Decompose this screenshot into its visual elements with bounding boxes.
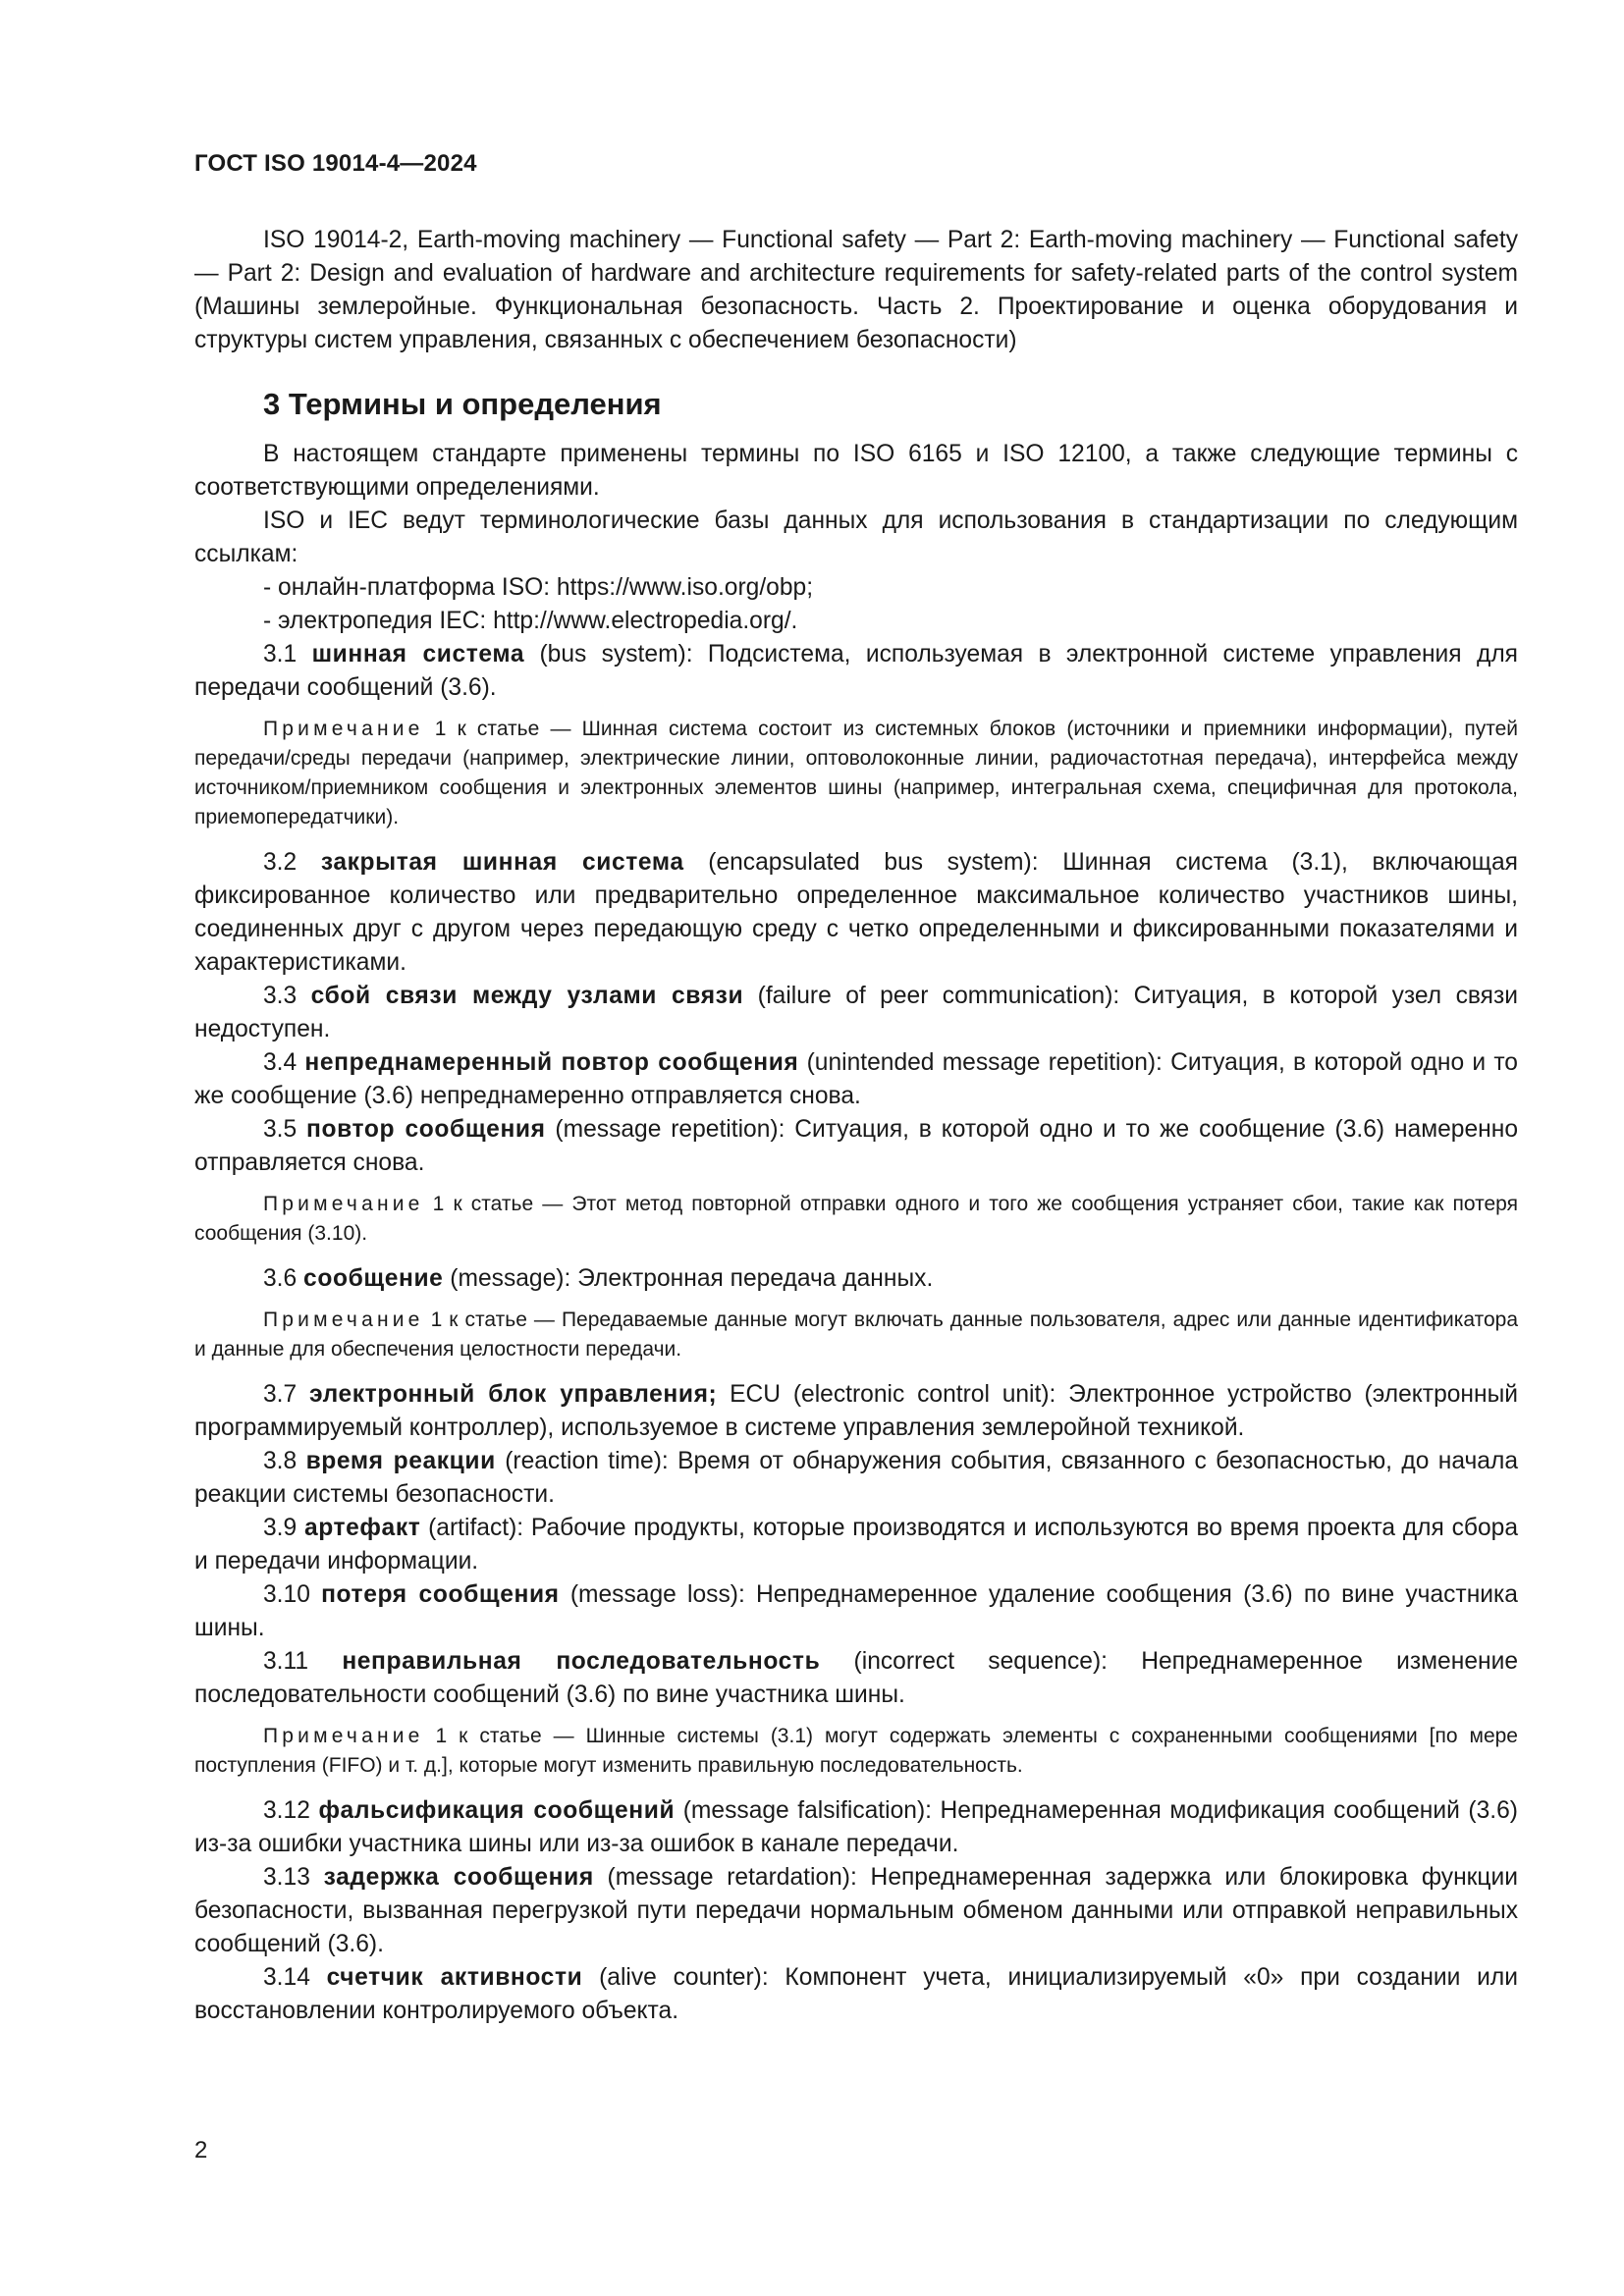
term-definition: (artifact): Рабочие продукты, которые производятся и используются во время проекта для сбора и передачи информации. [194, 1515, 1518, 1575]
note-text: 1 к статье — Передаваемые данные могут включать данные пользователя, адрес или данные идентификатора и данные для обеспечения целостности передачи. [194, 1308, 1518, 1361]
term-number: 3.4 [263, 1049, 298, 1076]
term-entry-3-5 [194, 1113, 1518, 1180]
term-name: шинная система [311, 641, 525, 667]
term-entry-3-1 [194, 638, 1518, 705]
term-entry-3-8 [194, 1445, 1518, 1512]
section-title: 3 Термины и определения [263, 387, 662, 421]
term-definition: (message retardation): Непреднамеренная задержка или блокировка функции безопасности, вызванная перегрузкой пути передачи нормальным обменом данными или отправкой неправильных сообщений (3.6). [194, 1864, 1518, 1957]
term-name: неправильная последовательность [342, 1648, 821, 1675]
term-name: непреднамеренный повтор сообщения [304, 1049, 799, 1076]
term-entry-3-2 [194, 846, 1518, 980]
term-number: 3.5 [263, 1116, 298, 1143]
document-header: ГОСТ ISO 19014-4—2024 [194, 150, 477, 177]
term-number: 3.1 [263, 641, 298, 667]
term-name: задержка сообщения [323, 1864, 594, 1891]
term-entry-3-12 [194, 1794, 1518, 1861]
term-definition: (reaction time): Время от обнаружения события, связанного с безопасностью, до начала реакции системы безопасности. [194, 1448, 1518, 1508]
term-name: время реакции [305, 1448, 496, 1474]
term-number: 3.6 [263, 1265, 298, 1292]
document-body [194, 224, 1518, 2028]
term-number: 3.7 [263, 1381, 298, 1408]
term-entry-3-14 [194, 1961, 1518, 2028]
term-entry-3-7 [194, 1378, 1518, 1445]
term-name: потеря сообщения [321, 1581, 560, 1608]
term-number: 3.2 [263, 849, 298, 876]
normative-reference: ISO 19014-2, Earth-moving machinery — Functional safety — Part 2: Earth-moving machinery — Functional safety — Part 2: Design and evaluation of hardware and architecture requirements for safety-related parts of the control system (Машины землеройные. Функциональная безопасность. Часть 2. Проектирование и оценка оборудования и структуры систем управления, связанных с обеспечением безопасности) [194, 227, 1518, 353]
term-name: сбой связи между узлами связи [310, 983, 744, 1009]
term-name: счетчик активности [326, 1964, 583, 1991]
note-text: 1 к статье — Шинные системы (3.1) могут содержать элементы с сохраненными сообщениями [по мере поступления (FIFO) и т. д.], которые могут изменить правильную последовательность. [194, 1725, 1518, 1777]
term-definition: (unintended message repetition): Ситуация, в которой одно и то же сообщение (3.6) непреднамеренно отправляется снова. [194, 1049, 1518, 1109]
list-item-electropedia: - электропедия IEC: http://www.electropedia.org/. [263, 608, 798, 634]
term-entry-3-13 [194, 1861, 1518, 1961]
term-number: 3.11 [263, 1648, 309, 1675]
term-definition: (message): Электронная передача данных. [443, 1265, 934, 1292]
note-label: Примечание [263, 718, 424, 740]
term-number: 3.12 [263, 1797, 310, 1824]
term-definition: (encapsulated bus system): Шинная система (3.1), включающая фиксированное количество или предварительно определенное максимальное количество участников шины, соединенных друг с другом через передающую среду с четко определенными и фиксированными показателями и характеристиками. [194, 849, 1518, 976]
term-entry-3-6 [194, 1262, 1518, 1296]
list-item-iso-obp: - онлайн-платформа ISO: https://www.iso.org/obp; [263, 574, 814, 601]
note-text: 1 к статье — Этот метод повторной отправки одного и того же сообщения устраняет сбои, такие как потеря сообщения (3.10). [194, 1193, 1518, 1245]
term-name: сообщение [303, 1265, 444, 1292]
term-definition: (failure of peer communication): Ситуация, в которой узел связи недоступен. [194, 983, 1518, 1042]
term-note-3-11 [194, 1722, 1518, 1781]
term-entry-3-3 [194, 980, 1518, 1046]
term-note-3-5 [194, 1190, 1518, 1249]
term-name: артефакт [303, 1515, 421, 1541]
term-definition: (message falsification): Непреднамеренная модификация сообщений (3.6) из-за ошибки участника шины или из-за ошибок в канале передачи. [194, 1797, 1518, 1857]
term-entry-3-4 [194, 1046, 1518, 1113]
term-entry-3-9 [194, 1512, 1518, 1578]
term-number: 3.14 [263, 1964, 310, 1991]
term-entry-3-10 [194, 1578, 1518, 1645]
term-definition: (bus system): Подсистема, используемая в электронной системе управления для передачи сообщений (3.6). [194, 641, 1518, 701]
term-number: 3.8 [263, 1448, 298, 1474]
term-name: фальсификация сообщений [318, 1797, 676, 1824]
note-label: Примечание [263, 1725, 424, 1747]
term-definition: (alive counter): Компонент учета, инициализируемый «0» при создании или восстановлении контролируемого объекта. [194, 1964, 1518, 2024]
term-note-3-1 [194, 715, 1518, 832]
note-label: Примечание [263, 1308, 424, 1331]
term-number: 3.9 [263, 1515, 298, 1541]
term-number: 3.13 [263, 1864, 310, 1891]
section-intro-databases: ISO и IEC ведут терминологические базы данных для использования в стандартизации по следующим ссылкам: [194, 507, 1518, 567]
term-note-3-6 [194, 1306, 1518, 1364]
term-definition: (message repetition): Ситуация, в которой одно и то же сообщение (3.6) намеренно отправляется снова. [194, 1116, 1518, 1176]
term-number: 3.3 [263, 983, 298, 1009]
term-definition: ECU (electronic control unit): Электронное устройство (электронный программируемый контроллер), используемое в системе управления землеройной техникой. [194, 1381, 1518, 1441]
term-name: повтор сообщения [306, 1116, 546, 1143]
term-name: закрытая шинная система [320, 849, 684, 876]
term-definition: (incorrect sequence): Непреднамеренное изменение последовательности сообщений (3.6) по вине участника шины. [194, 1648, 1518, 1708]
note-text: 1 к статье — Шинная система состоит из системных блоков (источники и приемники информации), путей передачи/среды передачи (например, электрические линии, оптоволоконные линии, радиочастотная передача), интерфейса между источником/приемником сообщения и электронных элементов шины (например, интегральная схема, специфичная для протокола, приемопередатчики). [194, 718, 1518, 828]
page-number: 2 [194, 2137, 208, 2163]
term-name: электронный блок управления; [309, 1381, 718, 1408]
term-definition: (message loss): Непреднамеренное удаление сообщения (3.6) по вине участника шины. [194, 1581, 1518, 1641]
term-number: 3.10 [263, 1581, 310, 1608]
term-entry-3-11 [194, 1645, 1518, 1712]
section-intro: В настоящем стандарте применены термины по ISO 6165 и ISO 12100, а также следующие термины с соответствующими определениями. [194, 441, 1518, 501]
note-label: Примечание [263, 1193, 424, 1215]
